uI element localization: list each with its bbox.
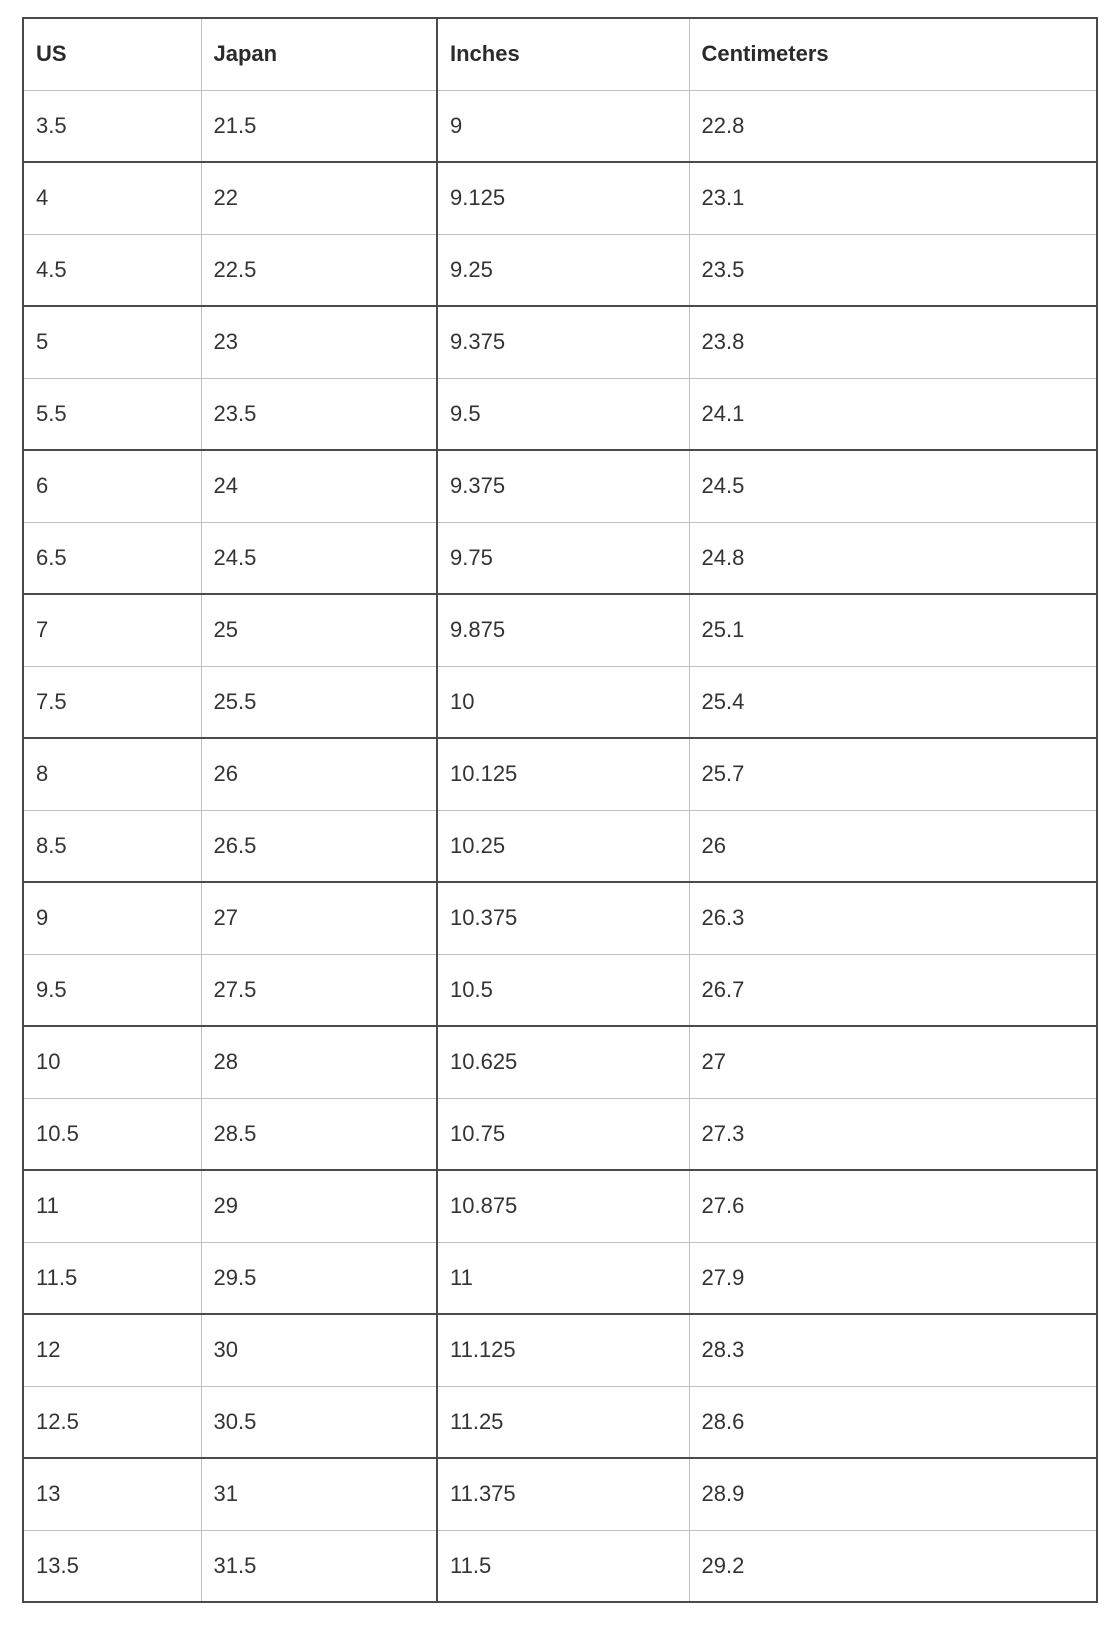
- table-header-row: [23, 18, 1097, 90]
- japan-cell: 25: [201, 594, 437, 666]
- centimeters-cell: 25.1: [689, 594, 1097, 666]
- japan-cell: 30.5: [201, 1386, 437, 1458]
- japan-cell: 25.5: [201, 666, 437, 738]
- japan-cell: 31.5: [201, 1530, 437, 1602]
- centimeters-cell: 22.8: [689, 90, 1097, 162]
- japan-cell: 22.5: [201, 234, 437, 306]
- japan-cell: 29: [201, 1170, 437, 1242]
- inches-cell: 10.75: [437, 1098, 689, 1170]
- us-cell: 5.5: [23, 378, 201, 450]
- japan-cell: 31: [201, 1458, 437, 1530]
- inches-cell: 10.875: [437, 1170, 689, 1242]
- header-us: US: [23, 18, 201, 90]
- inches-cell: 11.375: [437, 1458, 689, 1530]
- centimeters-cell: 24.1: [689, 378, 1097, 450]
- table-row: [23, 1530, 1097, 1602]
- us-cell: 5: [23, 306, 201, 378]
- centimeters-cell: 23.5: [689, 234, 1097, 306]
- table-row: [23, 1026, 1097, 1098]
- us-cell: 6: [23, 450, 201, 522]
- table-row: [23, 234, 1097, 306]
- inches-cell: 10.25: [437, 810, 689, 882]
- japan-cell: 30: [201, 1314, 437, 1386]
- centimeters-cell: 27: [689, 1026, 1097, 1098]
- centimeters-cell: 24.8: [689, 522, 1097, 594]
- japan-cell: 24.5: [201, 522, 437, 594]
- table-row: [23, 1098, 1097, 1170]
- header-centimeters: Centimeters: [689, 18, 1097, 90]
- us-cell: 11.5: [23, 1242, 201, 1314]
- centimeters-cell: 28.3: [689, 1314, 1097, 1386]
- header-inches: Inches: [437, 18, 689, 90]
- table-row: [23, 522, 1097, 594]
- header-japan: Japan: [201, 18, 437, 90]
- inches-cell: 9.875: [437, 594, 689, 666]
- inches-cell: 9: [437, 90, 689, 162]
- table-row: [23, 1386, 1097, 1458]
- centimeters-cell: 27.3: [689, 1098, 1097, 1170]
- table-row: [23, 306, 1097, 378]
- table-row: [23, 162, 1097, 234]
- us-cell: 11: [23, 1170, 201, 1242]
- us-cell: 3.5: [23, 90, 201, 162]
- us-cell: 9: [23, 882, 201, 954]
- inches-cell: 9.375: [437, 450, 689, 522]
- us-cell: 10: [23, 1026, 201, 1098]
- japan-cell: 21.5: [201, 90, 437, 162]
- us-cell: 4.5: [23, 234, 201, 306]
- japan-cell: 26: [201, 738, 437, 810]
- centimeters-cell: 26.7: [689, 954, 1097, 1026]
- japan-cell: 28.5: [201, 1098, 437, 1170]
- table-row: [23, 90, 1097, 162]
- us-cell: 7: [23, 594, 201, 666]
- japan-cell: 22: [201, 162, 437, 234]
- centimeters-cell: 25.4: [689, 666, 1097, 738]
- centimeters-cell: 26: [689, 810, 1097, 882]
- us-cell: 13.5: [23, 1530, 201, 1602]
- centimeters-cell: 26.3: [689, 882, 1097, 954]
- us-cell: 9.5: [23, 954, 201, 1026]
- us-cell: 8: [23, 738, 201, 810]
- table-row: [23, 666, 1097, 738]
- table-row: [23, 1170, 1097, 1242]
- japan-cell: 29.5: [201, 1242, 437, 1314]
- us-cell: 7.5: [23, 666, 201, 738]
- us-cell: 12.5: [23, 1386, 201, 1458]
- inches-cell: 9.125: [437, 162, 689, 234]
- inches-cell: 10.375: [437, 882, 689, 954]
- japan-cell: 27.5: [201, 954, 437, 1026]
- japan-cell: 26.5: [201, 810, 437, 882]
- japan-cell: 23: [201, 306, 437, 378]
- inches-cell: 9.375: [437, 306, 689, 378]
- shoe-size-conversion-table: [22, 17, 1098, 1603]
- table-row: [23, 594, 1097, 666]
- japan-cell: 27: [201, 882, 437, 954]
- inches-cell: 10.125: [437, 738, 689, 810]
- inches-cell: 11: [437, 1242, 689, 1314]
- centimeters-cell: 27.6: [689, 1170, 1097, 1242]
- table-row: [23, 1242, 1097, 1314]
- us-cell: 10.5: [23, 1098, 201, 1170]
- centimeters-cell: 25.7: [689, 738, 1097, 810]
- centimeters-cell: 27.9: [689, 1242, 1097, 1314]
- table-row: [23, 378, 1097, 450]
- table-row: [23, 1458, 1097, 1530]
- inches-cell: 11.125: [437, 1314, 689, 1386]
- inches-cell: 11.25: [437, 1386, 689, 1458]
- us-cell: 13: [23, 1458, 201, 1530]
- japan-cell: 23.5: [201, 378, 437, 450]
- us-cell: 6.5: [23, 522, 201, 594]
- table-row: [23, 450, 1097, 522]
- table-row: [23, 954, 1097, 1026]
- us-cell: 12: [23, 1314, 201, 1386]
- table-row: [23, 1314, 1097, 1386]
- table-row: [23, 810, 1097, 882]
- inches-cell: 10.625: [437, 1026, 689, 1098]
- us-cell: 8.5: [23, 810, 201, 882]
- inches-cell: 10: [437, 666, 689, 738]
- table-row: [23, 882, 1097, 954]
- inches-cell: 9.75: [437, 522, 689, 594]
- inches-cell: 10.5: [437, 954, 689, 1026]
- centimeters-cell: 28.6: [689, 1386, 1097, 1458]
- table-row: [23, 738, 1097, 810]
- inches-cell: 9.25: [437, 234, 689, 306]
- centimeters-cell: 24.5: [689, 450, 1097, 522]
- japan-cell: 24: [201, 450, 437, 522]
- centimeters-cell: 23.8: [689, 306, 1097, 378]
- inches-cell: 9.5: [437, 378, 689, 450]
- japan-cell: 28: [201, 1026, 437, 1098]
- centimeters-cell: 28.9: [689, 1458, 1097, 1530]
- centimeters-cell: 29.2: [689, 1530, 1097, 1602]
- centimeters-cell: 23.1: [689, 162, 1097, 234]
- inches-cell: 11.5: [437, 1530, 689, 1602]
- table-body: [23, 90, 1097, 1602]
- us-cell: 4: [23, 162, 201, 234]
